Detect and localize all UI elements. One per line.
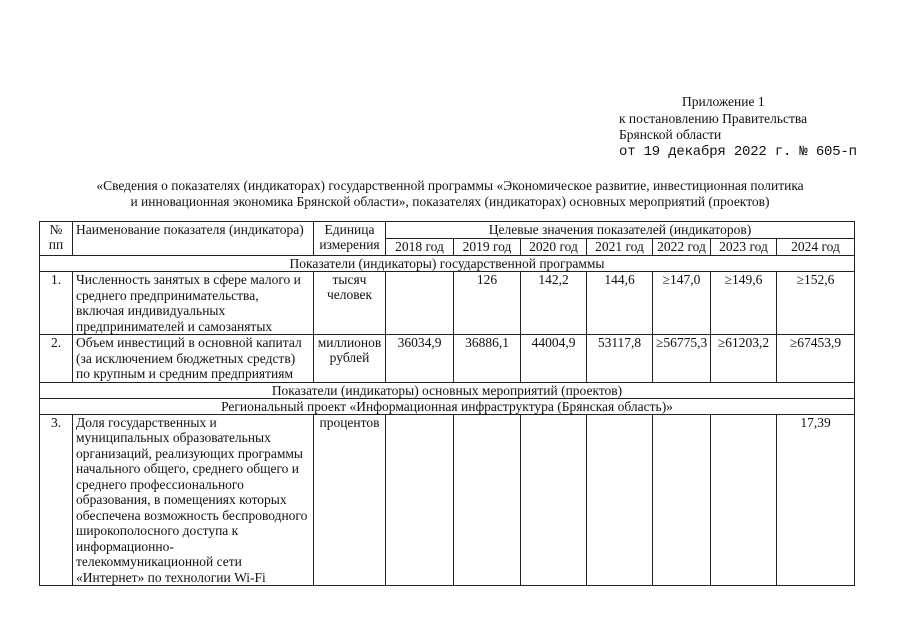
header-num: № пп	[40, 222, 73, 256]
row-unit: тысяч человек	[314, 272, 386, 335]
row-name: Численность занятых в сфере малого и среднего предпринимательства, включая индивидуальных предпринимателей и самозанятых	[73, 272, 314, 335]
row-value: ≥152,6	[777, 272, 855, 335]
row-value	[653, 414, 711, 586]
header-name: Наименование показателя (индикатора)	[73, 222, 314, 256]
row-value	[711, 414, 777, 586]
row-value: ≥149,6	[711, 272, 777, 335]
header-year: 2024 год	[777, 239, 855, 256]
appendix-line-decree: к постановлению Правительства	[619, 110, 808, 126]
row-unit: миллионов рублей	[314, 335, 386, 383]
row-name: Доля государственных и муниципальных образовательных организаций, реализующих программы начального общего, среднего общего и среднего профессионального образования, в помещениях которых обеспечена возможность беспроводного широкополосного доступа к информационно-телекоммуникационной сети «Интернет» по технологии Wi-Fi	[73, 414, 314, 586]
row-value: ≥61203,2	[711, 335, 777, 383]
appendix-title: Приложение 1	[682, 94, 765, 109]
row-value: 53117,8	[587, 335, 653, 383]
row-value	[521, 414, 587, 586]
section-program-indicators: Показатели (индикаторы) государственной программы	[40, 256, 855, 272]
row-value: 144,6	[587, 272, 653, 335]
header-year: 2020 год	[521, 239, 587, 256]
row-num: 3.	[40, 414, 73, 586]
section-regional-project: Региональный проект «Информационная инфраструктура (Брянская область)»	[40, 398, 855, 414]
row-value	[386, 414, 454, 586]
table-row	[40, 272, 855, 335]
row-value: 17,39	[777, 414, 855, 586]
intro-text	[40, 178, 860, 210]
table-row	[40, 335, 855, 383]
row-num: 2.	[40, 335, 73, 383]
header-year: 2022 год	[653, 239, 711, 256]
section-activity-indicators: Показатели (индикаторы) основных мероприятий (проектов)	[40, 382, 855, 398]
row-name: Объем инвестиций в основной капитал (за исключением бюджетных средств) по крупным и средним предприятиям	[73, 335, 314, 383]
row-value: ≥147,0	[653, 272, 711, 335]
intro-line-1: «Сведения о показателях (индикаторах) государственной программы «Экономическое развитие, инвестиционная политика	[96, 178, 804, 193]
row-unit: процентов	[314, 414, 386, 586]
header-year: 2018 год	[386, 239, 454, 256]
row-value: 36034,9	[386, 335, 454, 383]
appendix-line-date: от 19 декабря 2022 г. № 605-п	[619, 143, 857, 160]
row-value: 36886,1	[454, 335, 521, 383]
indicators-table	[39, 221, 855, 586]
header-unit: Единица измерения	[314, 222, 386, 256]
row-value: ≥56775,3	[653, 335, 711, 383]
header-target-values: Целевые значения показателей (индикаторов)	[386, 222, 855, 239]
intro-line-2: и инновационная экономика Брянской области», показателях (индикаторах) основных мероприятий (проектов)	[130, 194, 770, 209]
row-value: 126	[454, 272, 521, 335]
row-value	[386, 272, 454, 335]
row-num: 1.	[40, 272, 73, 335]
table-row	[40, 414, 855, 586]
row-value	[587, 414, 653, 586]
appendix-block	[619, 94, 857, 160]
header-year: 2019 год	[454, 239, 521, 256]
row-value: ≥67453,9	[777, 335, 855, 383]
row-value: 44004,9	[521, 335, 587, 383]
row-value: 142,2	[521, 272, 587, 335]
header-year: 2021 год	[587, 239, 653, 256]
header-year: 2023 год	[711, 239, 777, 256]
appendix-line-region: Брянской области	[619, 127, 722, 142]
row-value	[454, 414, 521, 586]
